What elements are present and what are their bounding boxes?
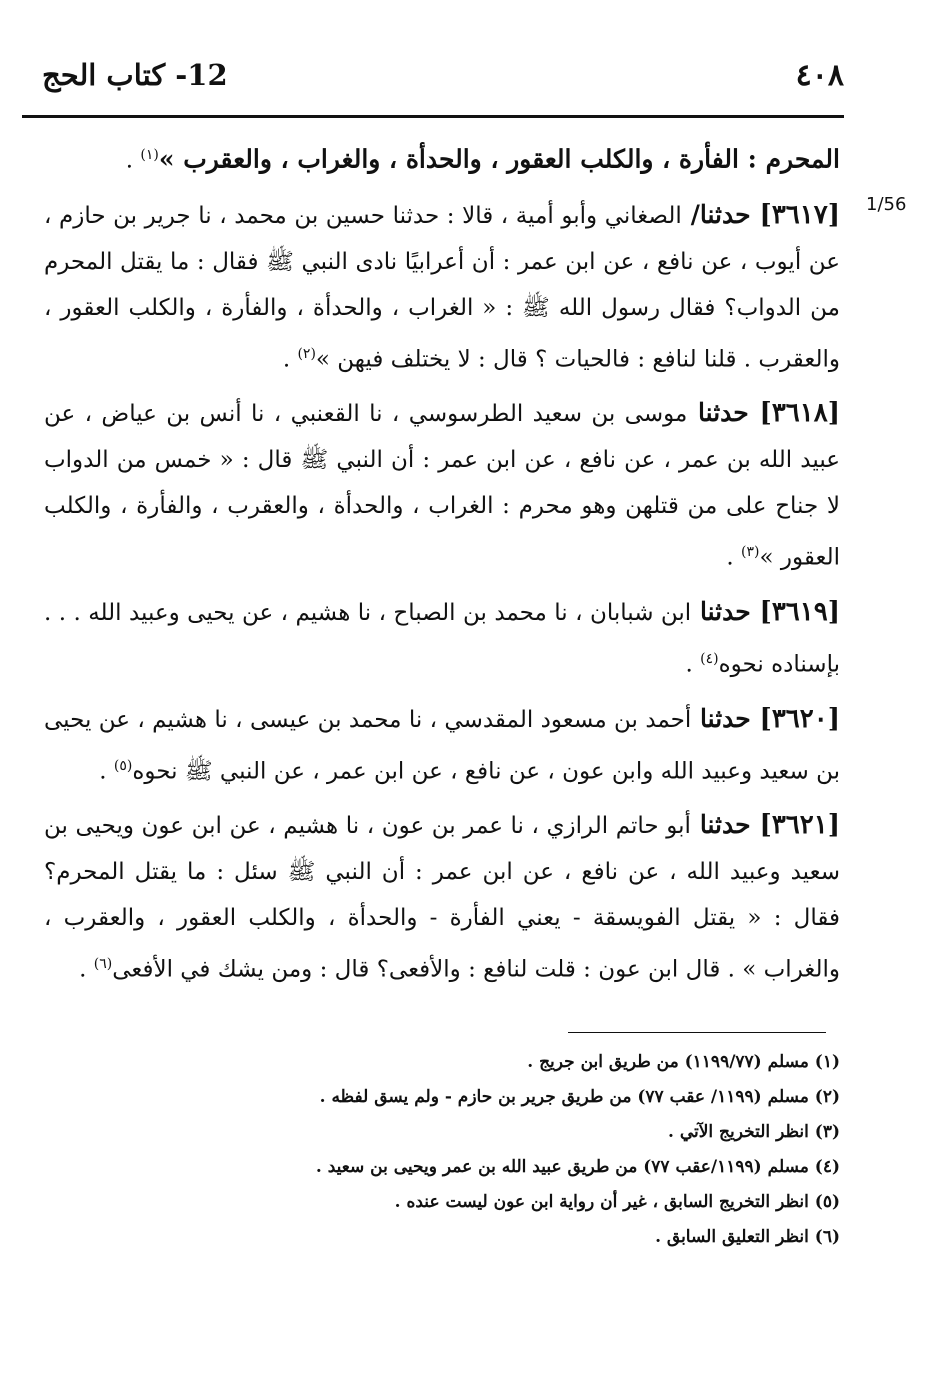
paragraph-tail: . — [685, 651, 701, 678]
hadith-lead: حدثنا — [690, 810, 760, 840]
hadith-lead: حدثنا — [687, 398, 760, 428]
paragraph-tail: . — [99, 758, 114, 785]
footnote: (٢) مسلم (١١٩٩/ عقب ٧٧) من طريق جرير بن حازم - ولم يسق لفظه . — [319, 1087, 840, 1107]
hadith-number: [٣٦١٧] — [759, 199, 841, 230]
footnote-marker: (٢) — [297, 345, 316, 362]
footnote: (١) مسلم (١١٩٩/٧٧) من طريق ابن جريج . — [527, 1052, 840, 1072]
paragraph-tail: . — [125, 147, 141, 174]
footnotes — [80, 1045, 840, 1255]
chapter-title: 12- كتاب الحج — [42, 58, 228, 92]
paragraph-text: أحمد بن مسعود المقدسي ، نا محمد بن عيسى ، نا هشيم ، عن يحيى بن سعيد وعبيد الله وابن عون ، عن نافع ، عن ابن عمر ، عن النبي ﷺ نحوه — [44, 706, 840, 785]
hadith-paragraph — [44, 192, 840, 383]
paragraph-text: موسى بن سعيد الطرسوسي ، نا القعنبي ، نا أنس بن عياض ، عن عبيد الله بن عمر ، عن نافع ، عن ابن عمر : أن النبي ﷺ قال : « خمس من الدواب لا جناح على من قتلهن وهو محرم : الغراب ، والحدأة ، والعقرب ، والفأرة ، والكلب العقور » — [44, 401, 840, 571]
footnote: (٥) انظر التخريج السابق ، غير أن رواية ابن عون ليست عنده . — [394, 1192, 840, 1212]
paragraph-tail: . — [79, 956, 94, 983]
paragraph-text: ابن شبابان ، نا محمد بن الصباح ، نا هشيم ، عن يحيى وعبيد الله . . . بإسناده نحوه — [44, 599, 840, 678]
hadith-paragraph — [44, 132, 840, 184]
paragraph-tail: . — [726, 544, 742, 571]
hadith-lead: حدثنا — [691, 596, 760, 626]
footnote: (٣) انظر التخريج الآتي . — [667, 1122, 840, 1142]
footnote-marker: (١) — [140, 147, 159, 163]
margin-reference: 1/56 — [866, 194, 907, 215]
hadith-number: [٣٦١٨] — [759, 398, 841, 429]
footnote-marker: (٥) — [113, 757, 133, 774]
footnote: (٤) مسلم (١١٩٩/عقب ٧٧) من طريق عبيد الله بن عمر ويحيى بن سعيد . — [315, 1157, 840, 1177]
page-number: ٤٠٨ — [795, 58, 844, 93]
footnote: (٦) انظر التعليق السابق . — [655, 1227, 840, 1247]
hadith-number: [٣٦٢١] — [759, 810, 840, 841]
hadith-paragraph — [44, 696, 840, 795]
footnote-divider — [568, 1032, 826, 1033]
page-header — [22, 58, 844, 108]
paragraph-tail: . — [282, 346, 298, 373]
paragraph-text: الصغاني وأبو أمية ، قالا : حدثنا حسين بن محمد ، نا جرير بن حازم ، عن أيوب ، عن نافع ، عن ابن عمر : أن أعرابيًا نادى النبي ﷺ فقال : ما يقتل المحرم من الدواب؟ فقال رسول الله ﷺ : « الغراب ، والحدأة ، والفأرة ، والكلب العقور ، والعقرب . قلنا لنافع : فالحيات ؟ قال : لا يختلف فيهن » — [44, 202, 840, 373]
hadith-number: [٣٦١٩] — [759, 596, 840, 627]
hadith-paragraph — [44, 390, 840, 581]
footnote-marker: (٦) — [93, 956, 113, 973]
hadith-paragraph — [44, 802, 840, 993]
footnote-marker: (٣) — [741, 544, 760, 561]
hadith-number: [٣٦٢٠] — [759, 703, 840, 734]
footnote-marker: (٤) — [700, 650, 719, 667]
hadith-lead: حدثنا — [691, 703, 760, 733]
hadith-paragraph — [44, 589, 840, 688]
main-text — [44, 132, 840, 1001]
header-rule — [22, 115, 844, 118]
paragraph-text: أبو حاتم الرازي ، نا عمر بن عون ، نا هشيم ، عن ابن عون ويحيى بن سعيد وعبيد الله ، عن نافع ، عن ابن عمر : أن النبي ﷺ سئل : ما يقتل المحرم؟ فقال : « يقتل الفويسقة - يعني الفأرة - والحدأة ، والكلب العقور ، والعقرب ، والغراب » . قال ابن عون : قلت لنافع : والأفعى؟ قال : ومن يشك في الأفعى — [44, 813, 840, 983]
hadith-lead: حدثنا/ — [681, 199, 760, 229]
paragraph-text: المحرم : الفأرة ، والكلب العقور ، والحدأة ، والغراب ، والعقرب » — [158, 144, 840, 174]
